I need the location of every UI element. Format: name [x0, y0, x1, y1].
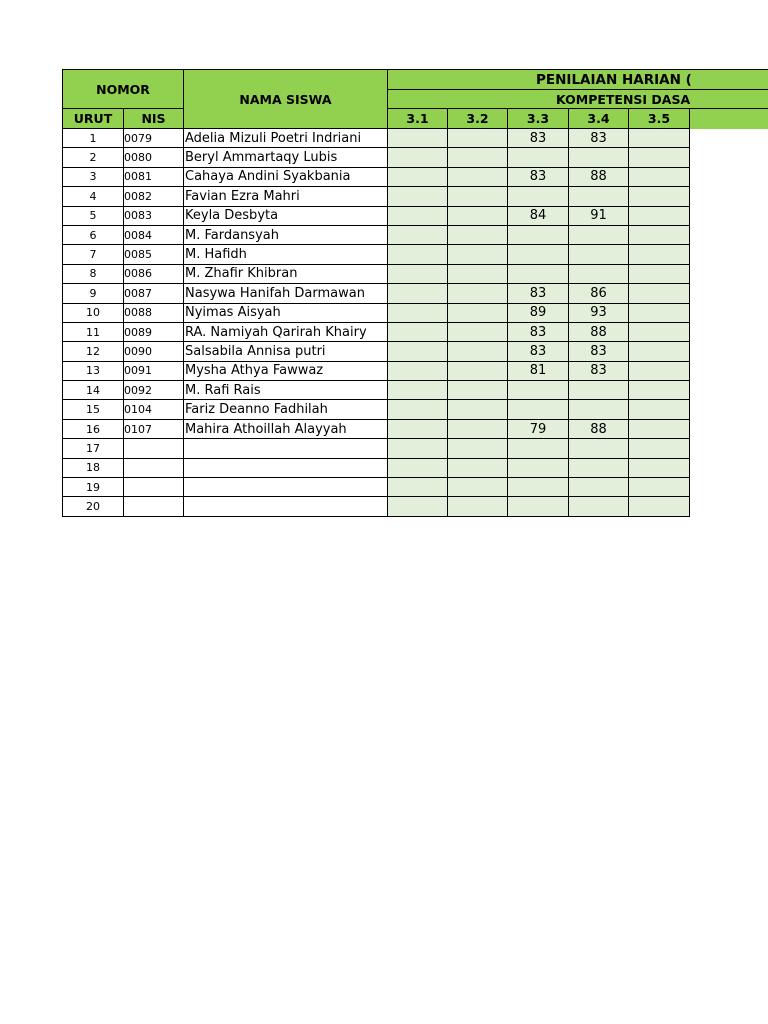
- nis-cell[interactable]: 0087: [124, 284, 184, 303]
- student-name-cell[interactable]: Mysha Athya Fawwaz: [184, 361, 388, 380]
- urut-cell[interactable]: 2: [63, 148, 124, 167]
- score-cell-kd-1[interactable]: [388, 148, 448, 167]
- score-cell-kd-4[interactable]: [569, 148, 629, 167]
- table-row: [63, 148, 768, 167]
- score-cell-kd-5[interactable]: [629, 264, 690, 283]
- nis-cell[interactable]: 0089: [124, 322, 184, 341]
- score-cell-kd-4[interactable]: 83: [569, 129, 629, 148]
- score-cell-kd-3[interactable]: 79: [508, 419, 569, 438]
- table-row: [63, 187, 768, 206]
- score-cell-kd-3[interactable]: 83: [508, 322, 569, 341]
- score-cell-kd-5[interactable]: [629, 322, 690, 341]
- score-cell-kd-2[interactable]: [448, 497, 508, 516]
- table-row: [63, 284, 768, 303]
- score-cell-kd-1[interactable]: [388, 303, 448, 322]
- urut-cell[interactable]: 19: [63, 478, 124, 497]
- nis-cell[interactable]: 0107: [124, 419, 184, 438]
- score-cell-kd-5[interactable]: [629, 342, 690, 361]
- score-cell-kd-4[interactable]: [569, 497, 629, 516]
- student-name-cell[interactable]: Cahaya Andini Syakbania: [184, 167, 388, 186]
- score-cell-kd-5[interactable]: [629, 439, 690, 458]
- score-cell-kd-3[interactable]: 81: [508, 361, 569, 380]
- nis-cell[interactable]: 0083: [124, 206, 184, 225]
- student-name-cell[interactable]: Fariz Deanno Fadhilah: [184, 400, 388, 419]
- table-row: [63, 400, 768, 419]
- table-row: [63, 303, 768, 322]
- table-row: [63, 381, 768, 400]
- urut-header: URUT: [63, 109, 124, 129]
- score-cell-kd-5[interactable]: [629, 187, 690, 206]
- score-cell-kd-5[interactable]: [629, 478, 690, 497]
- table-row: [63, 322, 768, 341]
- student-name-cell[interactable]: M. Zhafir Khibran: [184, 264, 388, 283]
- score-cell-kd-2[interactable]: [448, 439, 508, 458]
- score-cell-kd-1[interactable]: [388, 245, 448, 264]
- spreadsheet-viewport: [62, 69, 768, 518]
- table-row: [63, 264, 768, 283]
- student-name-cell[interactable]: Beryl Ammartaqy Lubis: [184, 148, 388, 167]
- student-name-cell[interactable]: M. Fardansyah: [184, 225, 388, 244]
- score-cell-kd-3[interactable]: [508, 381, 569, 400]
- score-cell-kd-5[interactable]: [629, 167, 690, 186]
- score-cell-kd-2[interactable]: [448, 225, 508, 244]
- score-cell-kd-5[interactable]: [629, 245, 690, 264]
- score-cell-kd-1[interactable]: [388, 225, 448, 244]
- grade-table: [62, 69, 768, 517]
- score-cell-kd-3[interactable]: 83: [508, 167, 569, 186]
- score-cell-kd-1[interactable]: [388, 342, 448, 361]
- score-cell-kd-2[interactable]: [448, 458, 508, 477]
- score-cell-kd-5[interactable]: [629, 400, 690, 419]
- urut-cell[interactable]: 13: [63, 361, 124, 380]
- nis-cell[interactable]: 0091: [124, 361, 184, 380]
- score-cell-kd-2[interactable]: [448, 419, 508, 438]
- score-cell-kd-4[interactable]: 93: [569, 303, 629, 322]
- penilaian-harian-header: PENILAIAN HARIAN (: [388, 70, 768, 90]
- student-name-cell[interactable]: Mahira Athoillah Alayyah: [184, 419, 388, 438]
- nis-cell[interactable]: 0084: [124, 225, 184, 244]
- score-cell-kd-5[interactable]: [629, 129, 690, 148]
- score-cell-kd-3[interactable]: [508, 439, 569, 458]
- table-row: [63, 129, 768, 148]
- kompetensi-dasar-header: KOMPETENSI DASA: [388, 90, 768, 109]
- urut-cell[interactable]: 8: [63, 264, 124, 283]
- table-row: [63, 458, 768, 477]
- score-cell-kd-1[interactable]: [388, 264, 448, 283]
- score-cell-kd-4[interactable]: 86: [569, 284, 629, 303]
- score-cell-kd-5[interactable]: [629, 284, 690, 303]
- score-cell-kd-3[interactable]: 84: [508, 206, 569, 225]
- score-cell-kd-3[interactable]: [508, 458, 569, 477]
- score-cell-kd-2[interactable]: [448, 284, 508, 303]
- score-cell-kd-5[interactable]: [629, 361, 690, 380]
- score-cell-kd-5[interactable]: [629, 458, 690, 477]
- table-row: [63, 439, 768, 458]
- table-row: [63, 206, 768, 225]
- score-cell-kd-2[interactable]: [448, 148, 508, 167]
- nis-cell[interactable]: 0086: [124, 264, 184, 283]
- urut-cell[interactable]: 12: [63, 342, 124, 361]
- kd-header-3-4: 3.4: [569, 109, 629, 129]
- score-cell-kd-4[interactable]: [569, 381, 629, 400]
- table-row: [63, 361, 768, 380]
- student-name-cell[interactable]: M. Hafidh: [184, 245, 388, 264]
- table-row: [63, 167, 768, 186]
- score-cell-kd-1[interactable]: [388, 400, 448, 419]
- nama-siswa-header: NAMA SISWA: [184, 70, 388, 129]
- score-cell-kd-1[interactable]: [388, 497, 448, 516]
- score-cell-kd-2[interactable]: [448, 129, 508, 148]
- score-cell-kd-5[interactable]: [629, 303, 690, 322]
- nis-cell[interactable]: 0092: [124, 381, 184, 400]
- urut-cell[interactable]: 1: [63, 129, 124, 148]
- urut-cell[interactable]: 3: [63, 167, 124, 186]
- table-row: [63, 245, 768, 264]
- student-name-cell[interactable]: [184, 478, 388, 497]
- score-cell-kd-3[interactable]: [508, 497, 569, 516]
- student-name-cell[interactable]: [184, 439, 388, 458]
- nis-cell[interactable]: 0082: [124, 187, 184, 206]
- student-name-cell[interactable]: RA. Namiyah Qarirah Khairy: [184, 322, 388, 341]
- score-cell-kd-5[interactable]: [629, 419, 690, 438]
- kd-header-3-2: 3.2: [448, 109, 508, 129]
- nis-cell[interactable]: [124, 458, 184, 477]
- score-cell-kd-4[interactable]: [569, 245, 629, 264]
- score-cell-kd-4[interactable]: [569, 264, 629, 283]
- urut-cell[interactable]: 14: [63, 381, 124, 400]
- score-cell-kd-3[interactable]: [508, 187, 569, 206]
- score-cell-kd-4[interactable]: 88: [569, 167, 629, 186]
- student-name-cell[interactable]: Nyimas Aisyah: [184, 303, 388, 322]
- nis-header: NIS: [124, 109, 184, 129]
- urut-cell[interactable]: 17: [63, 439, 124, 458]
- kd-header-3-5: 3.5: [629, 109, 690, 129]
- score-cell-kd-1[interactable]: [388, 458, 448, 477]
- student-name-cell[interactable]: Favian Ezra Mahri: [184, 187, 388, 206]
- student-name-cell[interactable]: M. Rafi Rais: [184, 381, 388, 400]
- score-cell-kd-1[interactable]: [388, 439, 448, 458]
- score-cell-kd-5[interactable]: [629, 381, 690, 400]
- urut-cell[interactable]: 5: [63, 206, 124, 225]
- score-cell-kd-4[interactable]: 91: [569, 206, 629, 225]
- score-cell-kd-2[interactable]: [448, 264, 508, 283]
- score-cell-kd-5[interactable]: [629, 148, 690, 167]
- student-name-cell[interactable]: Salsabila Annisa putri: [184, 342, 388, 361]
- score-cell-kd-2[interactable]: [448, 322, 508, 341]
- urut-cell[interactable]: 7: [63, 245, 124, 264]
- urut-cell[interactable]: 15: [63, 400, 124, 419]
- nis-cell[interactable]: 0104: [124, 400, 184, 419]
- score-cell-kd-1[interactable]: [388, 478, 448, 497]
- score-cell-kd-4[interactable]: [569, 187, 629, 206]
- table-row: [63, 478, 768, 497]
- urut-cell[interactable]: 9: [63, 284, 124, 303]
- score-cell-kd-1[interactable]: [388, 381, 448, 400]
- urut-cell[interactable]: 16: [63, 419, 124, 438]
- score-cell-kd-1[interactable]: [388, 419, 448, 438]
- score-cell-kd-2[interactable]: [448, 303, 508, 322]
- nis-cell[interactable]: 0088: [124, 303, 184, 322]
- score-cell-kd-4[interactable]: 83: [569, 361, 629, 380]
- kd-header-3-3: 3.3: [508, 109, 569, 129]
- table-row: [63, 419, 768, 438]
- score-cell-kd-3[interactable]: [508, 245, 569, 264]
- score-cell-kd-2[interactable]: [448, 342, 508, 361]
- urut-cell[interactable]: 18: [63, 458, 124, 477]
- score-cell-kd-2[interactable]: [448, 187, 508, 206]
- score-cell-kd-3[interactable]: 89: [508, 303, 569, 322]
- score-cell-kd-3[interactable]: [508, 264, 569, 283]
- score-cell-kd-3[interactable]: [508, 148, 569, 167]
- score-cell-kd-4[interactable]: [569, 458, 629, 477]
- score-cell-kd-1[interactable]: [388, 322, 448, 341]
- score-cell-kd-2[interactable]: [448, 167, 508, 186]
- student-name-cell[interactable]: [184, 497, 388, 516]
- score-cell-kd-1[interactable]: [388, 361, 448, 380]
- nis-cell[interactable]: [124, 478, 184, 497]
- table-row: [63, 497, 768, 516]
- header-overflow-cell: [690, 109, 768, 129]
- score-cell-kd-4[interactable]: 88: [569, 419, 629, 438]
- nis-cell[interactable]: 0085: [124, 245, 184, 264]
- score-cell-kd-2[interactable]: [448, 381, 508, 400]
- score-cell-kd-1[interactable]: [388, 167, 448, 186]
- kd-header-3-1: 3.1: [388, 109, 448, 129]
- score-cell-kd-2[interactable]: [448, 245, 508, 264]
- score-cell-kd-3[interactable]: 83: [508, 342, 569, 361]
- score-cell-kd-3[interactable]: 83: [508, 129, 569, 148]
- score-cell-kd-4[interactable]: [569, 400, 629, 419]
- score-cell-kd-3[interactable]: [508, 400, 569, 419]
- score-cell-kd-1[interactable]: [388, 206, 448, 225]
- score-cell-kd-4[interactable]: 88: [569, 322, 629, 341]
- nis-cell[interactable]: 0090: [124, 342, 184, 361]
- grade-table-body: [63, 70, 768, 517]
- score-cell-kd-5[interactable]: [629, 497, 690, 516]
- student-name-cell[interactable]: Adelia Mizuli Poetri Indriani: [184, 129, 388, 148]
- score-cell-kd-1[interactable]: [388, 129, 448, 148]
- score-cell-kd-2[interactable]: [448, 361, 508, 380]
- table-row: [63, 225, 768, 244]
- nis-cell[interactable]: 0080: [124, 148, 184, 167]
- score-cell-kd-3[interactable]: 83: [508, 284, 569, 303]
- score-cell-kd-4[interactable]: [569, 225, 629, 244]
- score-cell-kd-2[interactable]: [448, 478, 508, 497]
- score-cell-kd-3[interactable]: [508, 225, 569, 244]
- nis-cell[interactable]: [124, 497, 184, 516]
- score-cell-kd-5[interactable]: [629, 225, 690, 244]
- score-cell-kd-1[interactable]: [388, 187, 448, 206]
- urut-cell[interactable]: 6: [63, 225, 124, 244]
- nomor-header: NOMOR: [63, 70, 184, 109]
- score-cell-kd-2[interactable]: [448, 400, 508, 419]
- student-name-cell[interactable]: [184, 458, 388, 477]
- student-name-cell[interactable]: Nasywa Hanifah Darmawan: [184, 284, 388, 303]
- nis-cell[interactable]: 0079: [124, 129, 184, 148]
- urut-cell[interactable]: 10: [63, 303, 124, 322]
- score-cell-kd-3[interactable]: [508, 478, 569, 497]
- student-name-cell[interactable]: Keyla Desbyta: [184, 206, 388, 225]
- urut-cell[interactable]: 4: [63, 187, 124, 206]
- score-cell-kd-5[interactable]: [629, 206, 690, 225]
- score-cell-kd-1[interactable]: [388, 284, 448, 303]
- score-cell-kd-4[interactable]: 83: [569, 342, 629, 361]
- nis-cell[interactable]: [124, 439, 184, 458]
- table-row: [63, 342, 768, 361]
- urut-cell[interactable]: 20: [63, 497, 124, 516]
- nis-cell[interactable]: 0081: [124, 167, 184, 186]
- score-cell-kd-2[interactable]: [448, 206, 508, 225]
- score-cell-kd-4[interactable]: [569, 439, 629, 458]
- score-cell-kd-4[interactable]: [569, 478, 629, 497]
- urut-cell[interactable]: 11: [63, 322, 124, 341]
